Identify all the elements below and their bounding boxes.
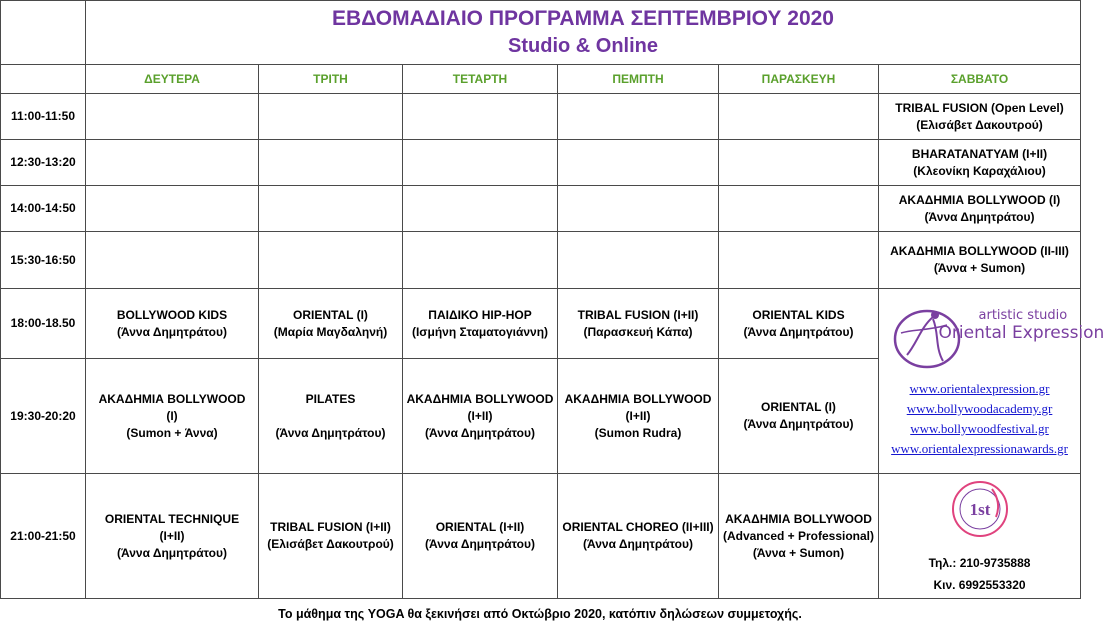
table-row [1, 140, 1081, 186]
class-cell [403, 474, 558, 599]
class-name: ORIENTAL (I+II) [435, 520, 525, 534]
class-cell [403, 359, 558, 474]
class-cell [86, 289, 259, 359]
website-link[interactable]: www.orientalexpressionawards.gr [891, 441, 1068, 456]
instructor-name: (Κλεονίκη Καραχάλιου) [913, 163, 1046, 178]
class-name: TRIBAL FUSION (I+II) [270, 520, 391, 534]
class-name: ΑΚΑΔΗΜΙΑ BOLLYWOOD [98, 391, 246, 406]
instructor-name: (Παρασκευή Κάπα) [583, 324, 693, 339]
mobile-number: Κιν. 6992553320 [933, 577, 1026, 592]
class-name: TRIBAL FUSION (Open Level) [895, 100, 1064, 115]
class-name: ORIENTAL TECHNIQUE [104, 511, 240, 526]
class-cell [259, 289, 403, 359]
instructor-name: (Άννα Δημητράτου) [425, 425, 535, 440]
class-cell [879, 232, 1081, 289]
studio-logo [887, 303, 1104, 373]
class-cell [879, 140, 1081, 186]
class-cell [719, 474, 879, 599]
website-link[interactable]: www.bollywoodfestival.gr [910, 421, 1049, 436]
day-header: ΠΕΜΠΤΗ [558, 65, 719, 94]
class-cell [403, 289, 558, 359]
table-row [1, 94, 1081, 140]
table-row [1, 232, 1081, 289]
website-link[interactable]: www.orientalexpression.gr [909, 381, 1050, 396]
yoga-footnote: Το μάθημα της YOGA θα ξεκινήσει από Οκτώβριο 2020, κατόπιν δηλώσεων συμμετοχής. [278, 607, 802, 621]
class-name: ΑΚΑΔΗΜΙΑ BOLLYWOOD (I) [898, 192, 1061, 207]
badge-number: 1st [969, 499, 990, 519]
instructor-name: (Άννα Δημητράτου) [425, 537, 535, 551]
class-name: ORIENTAL KIDS [752, 307, 845, 322]
day-header-row [1, 65, 1081, 94]
class-cell [719, 359, 879, 474]
class-name: ORIENTAL CHOREO (II+III) [562, 520, 714, 534]
class-level: (I+II) [159, 528, 185, 543]
website-links [881, 379, 1078, 459]
class-cell [879, 94, 1081, 140]
title-cell [86, 1, 1081, 65]
class-level: (I+II) [625, 408, 651, 423]
instructor-name: (Άννα Δημητράτου) [117, 545, 227, 560]
class-cell [259, 474, 403, 599]
time-header-cell [1, 65, 86, 94]
class-name: ΑΚΑΔΗΜΙΑ BOLLYWOOD [725, 511, 872, 526]
class-name: ΑΚΑΔΗΜΙΑ BOLLYWOOD (II-III) [890, 244, 1069, 258]
time-slot: 18:00-18.50 [1, 289, 86, 359]
class-cell [558, 474, 719, 599]
class-level: (Advanced + Professional) [722, 528, 875, 543]
academy-badge-icon [950, 479, 1010, 541]
instructor-name: (Ισμήνη Σταματογιάννη) [411, 324, 549, 339]
class-cell [558, 359, 719, 474]
instructor-name: (Άννα + Sumon) [933, 261, 1026, 275]
logo-tagline: artistic studio [978, 308, 1068, 323]
class-cell [86, 359, 259, 474]
table-row [1, 474, 1081, 599]
class-name: ORIENTAL (I) [293, 307, 368, 322]
time-slot: 14:00-14:50 [1, 186, 86, 232]
table-row [1, 186, 1081, 232]
instructor-name: (Άννα Δημητράτου) [924, 209, 1035, 224]
day-header: ΤΕΤΑΡΤΗ [403, 65, 558, 94]
class-level: (I) [166, 408, 178, 423]
logo-name: Oriental Expression [938, 323, 1104, 343]
time-slot: 21:00-21:50 [1, 474, 86, 599]
day-header: ΔΕΥΤΕΡΑ [86, 65, 259, 94]
class-name: BHARATANATYAM (I+II) [911, 146, 1048, 161]
time-slot: 11:00-11:50 [1, 94, 86, 140]
class-name: PILATES [305, 391, 356, 406]
class-cell [86, 474, 259, 599]
phone-number: Τηλ.: 210-9735888 [928, 555, 1031, 570]
instructor-name: (Άννα Δημητράτου) [117, 324, 227, 339]
time-slot: 12:30-13:20 [1, 140, 86, 186]
studio-info-cell [879, 289, 1104, 474]
time-slot: 19:30-20:20 [1, 359, 86, 474]
contact-cell [879, 474, 1081, 599]
instructor-name: (Ελισάβετ Δακουτρού) [916, 117, 1043, 132]
contact-phones [881, 552, 1078, 596]
class-cell [879, 186, 1081, 232]
instructor-name: (Sumon + Άννα) [126, 425, 218, 440]
schedule-subtitle: Studio & Online [508, 35, 659, 57]
spacer [261, 408, 400, 425]
class-name: ORIENTAL (I) [761, 400, 836, 414]
instructor-name: (Άννα Δημητράτου) [275, 425, 386, 440]
instructor-name: (Άννα Δημητράτου) [743, 417, 854, 431]
instructor-name: (Μαρία Μαγδαληνή) [273, 324, 388, 339]
corner-cell [1, 1, 86, 65]
class-level: (I+II) [467, 408, 493, 423]
class-cell [259, 359, 403, 474]
day-header: ΣΑΒΒΑΤΟ [879, 65, 1081, 94]
class-cell [558, 289, 719, 359]
day-header: ΤΡΙΤΗ [259, 65, 403, 94]
day-header: ΠΑΡΑΣΚΕΥΗ [719, 65, 879, 94]
class-name: ΠΑΙΔΙΚΟ HIP-HOP [428, 307, 532, 322]
table-row [1, 289, 1081, 359]
schedule-title: ΕΒΔΟΜΑΔΙΑΙΟ ΠΡΟΓΡΑΜΜΑ ΣΕΠΤΕΜΒΡΙΟΥ 2020 [332, 7, 834, 30]
class-name: BOLLYWOOD KIDS [116, 307, 228, 322]
class-name: ΑΚΑΔΗΜΙΑ BOLLYWOOD [406, 391, 554, 406]
class-name: TRIBAL FUSION (I+II) [577, 307, 699, 322]
website-link[interactable]: www.bollywoodacademy.gr [906, 401, 1053, 416]
instructor-name: (Άννα Δημητράτου) [743, 324, 854, 339]
instructor-name: (Άννα Δημητράτου) [583, 537, 693, 551]
class-cell [719, 289, 879, 359]
instructor-name: (Ελισάβετ Δακουτρού) [267, 537, 394, 551]
time-slot: 15:30-16:50 [1, 232, 86, 289]
instructor-name: (Άννα + Sumon) [752, 545, 845, 560]
class-name: ΑΚΑΔΗΜΙΑ BOLLYWOOD [564, 391, 712, 406]
instructor-name: (Sumon Rudra) [594, 425, 682, 440]
